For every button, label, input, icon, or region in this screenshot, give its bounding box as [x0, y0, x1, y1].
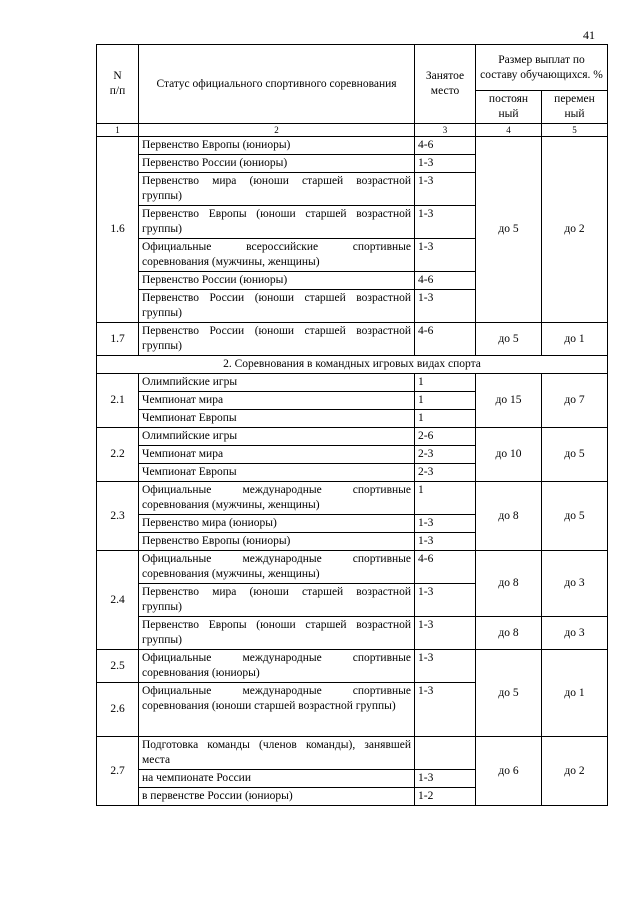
place-cell: 4-6 — [415, 323, 476, 356]
permanent-cell: до 8 — [476, 617, 542, 650]
place-cell: 4-6 — [415, 137, 476, 155]
row-number: 2.2 — [97, 428, 139, 482]
status-cell: Официальные международные спортивные соревнования (мужчины, женщины) — [139, 482, 415, 515]
place-cell: 1-3 — [415, 206, 476, 239]
status-cell: Первенство России (юноши старшей возрастной группы) — [139, 323, 415, 356]
status-cell: Чемпионат мира — [139, 392, 415, 410]
status-cell: Первенство Европы (юниоры) — [139, 137, 415, 155]
table-row — [97, 650, 608, 683]
header-permanent: постоян ный — [476, 91, 542, 124]
header-place: Занятое место — [415, 45, 476, 124]
variable-cell: до 3 — [542, 617, 608, 650]
table-row — [97, 737, 608, 770]
page-number: 41 — [583, 28, 595, 42]
place-cell: 1 — [415, 392, 476, 410]
table-row — [97, 428, 608, 446]
status-cell: Первенство Европы (юноши старшей возрастной группы) — [139, 617, 415, 650]
status-cell: Чемпионат Европы — [139, 410, 415, 428]
status-cell: Первенство России (юниоры) — [139, 155, 415, 173]
permanent-cell: до 5 — [476, 323, 542, 356]
status-cell: Официальные всероссийские спортивные соревнования (мужчины, женщины) — [139, 239, 415, 272]
status-cell: Первенство Европы (юноши старшей возрастной группы) — [139, 206, 415, 239]
row-number: 2.1 — [97, 374, 139, 428]
table-row — [97, 617, 608, 650]
place-cell: 1-3 — [415, 155, 476, 173]
payments-table — [96, 44, 608, 806]
row-number: 2.5 — [97, 650, 139, 683]
place-cell: 1-3 — [415, 173, 476, 206]
header-status: Статус официального спортивного соревнования — [139, 45, 415, 124]
status-cell: Олимпийские игры — [139, 428, 415, 446]
header-variable: перемен ный — [542, 91, 608, 124]
place-cell: 1-3 — [415, 239, 476, 272]
variable-cell: до 2 — [542, 737, 608, 806]
permanent-cell: до 5 — [476, 650, 542, 737]
header-num: N п/п — [97, 45, 139, 124]
status-cell: Официальные международные спортивные соревнования (юноши старшей возрастной группы) — [139, 683, 415, 737]
row-number: 1.6 — [97, 137, 139, 323]
status-cell: Первенство мира (юниоры) — [139, 515, 415, 533]
col-number: 2 — [139, 124, 415, 137]
status-cell: Чемпионат Европы — [139, 464, 415, 482]
place-cell: 1-2 — [415, 788, 476, 806]
variable-cell: до 1 — [542, 650, 608, 737]
status-cell: Официальные международные спортивные соревнования (юниоры) — [139, 650, 415, 683]
status-cell: Первенство России (юноши старшей возрастной группы) — [139, 290, 415, 323]
table-row — [97, 551, 608, 584]
variable-cell: до 5 — [542, 428, 608, 482]
table-row — [97, 137, 608, 155]
place-cell: 2-3 — [415, 446, 476, 464]
col-number: 5 — [542, 124, 608, 137]
variable-cell: до 3 — [542, 551, 608, 617]
permanent-cell: до 6 — [476, 737, 542, 806]
header-payment: Размер выплат по составу обучающихся. % — [476, 45, 608, 91]
status-cell: Первенство мира (юноши старшей возрастной группы) — [139, 584, 415, 617]
place-cell: 2-6 — [415, 428, 476, 446]
status-cell: Официальные международные спортивные соревнования (мужчины, женщины) — [139, 551, 415, 584]
variable-cell: до 7 — [542, 374, 608, 428]
status-cell: Первенство Европы (юниоры) — [139, 533, 415, 551]
status-cell: Олимпийские игры — [139, 374, 415, 392]
status-cell: на чемпионате России — [139, 770, 415, 788]
permanent-cell: до 5 — [476, 137, 542, 323]
permanent-cell: до 10 — [476, 428, 542, 482]
status-cell: Первенство мира (юноши старшей возрастной группы) — [139, 173, 415, 206]
table-row — [97, 374, 608, 392]
place-cell: 1-3 — [415, 533, 476, 551]
place-cell: 1-3 — [415, 515, 476, 533]
place-cell: 1 — [415, 374, 476, 392]
place-cell: 1 — [415, 482, 476, 515]
place-cell: 1-3 — [415, 683, 476, 737]
status-cell: в первенстве России (юниоры) — [139, 788, 415, 806]
col-number: 1 — [97, 124, 139, 137]
place-cell: 1-3 — [415, 617, 476, 650]
place-cell: 4-6 — [415, 272, 476, 290]
col-number: 4 — [476, 124, 542, 137]
col-number: 3 — [415, 124, 476, 137]
row-number: 1.7 — [97, 323, 139, 356]
place-cell: 1 — [415, 410, 476, 428]
place-cell: 1-3 — [415, 290, 476, 323]
place-cell — [415, 737, 476, 770]
table-row — [97, 323, 608, 356]
row-number: 2.7 — [97, 737, 139, 806]
section-heading-row — [97, 356, 608, 374]
permanent-cell: до 8 — [476, 551, 542, 617]
place-cell: 1-3 — [415, 650, 476, 683]
variable-cell: до 1 — [542, 323, 608, 356]
column-numbers-row — [97, 124, 608, 137]
table-row — [97, 482, 608, 515]
place-cell: 2-3 — [415, 464, 476, 482]
variable-cell: до 2 — [542, 137, 608, 323]
status-cell: Чемпионат мира — [139, 446, 415, 464]
row-number: 2.4 — [97, 551, 139, 650]
status-cell: Первенство России (юниоры) — [139, 272, 415, 290]
row-number: 2.6 — [97, 683, 139, 737]
place-cell: 1-3 — [415, 584, 476, 617]
row-number: 2.3 — [97, 482, 139, 551]
permanent-cell: до 8 — [476, 482, 542, 551]
section-heading: 2. Соревнования в командных игровых видах спорта — [97, 356, 608, 374]
place-cell: 4-6 — [415, 551, 476, 584]
permanent-cell: до 15 — [476, 374, 542, 428]
place-cell: 1-3 — [415, 770, 476, 788]
status-cell: Подготовка команды (членов команды), занявшей места — [139, 737, 415, 770]
variable-cell: до 5 — [542, 482, 608, 551]
